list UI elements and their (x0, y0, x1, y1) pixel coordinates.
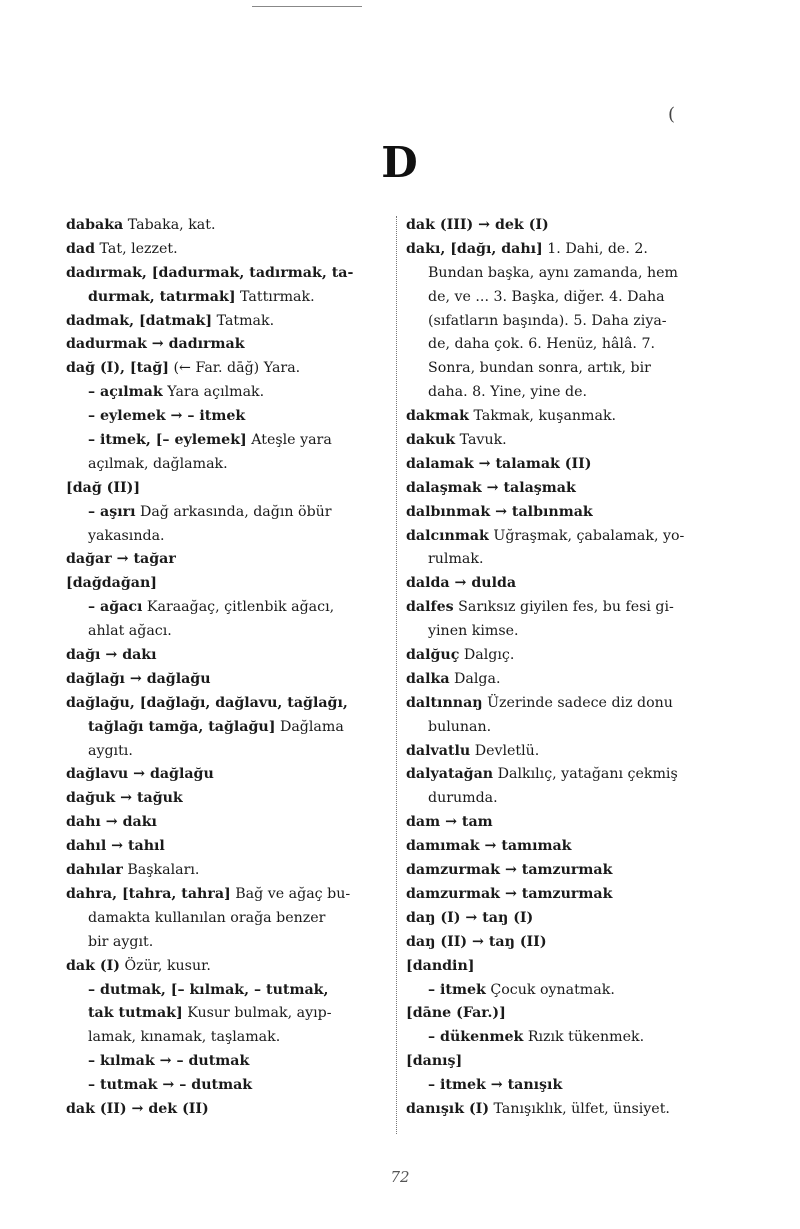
definition-text: damakta kullanılan orağa benzer (88, 909, 326, 926)
headword: dalbınmak → talbınmak (406, 503, 593, 520)
headword: [dandin] (406, 957, 475, 974)
definition-text: Yara açılmak. (162, 384, 265, 401)
definition-text: bir aygıt. (88, 933, 154, 950)
definition-text: Devletlü. (470, 742, 540, 759)
right-column (406, 214, 734, 1122)
entry-line (406, 1002, 734, 1026)
headword: dahıl → tahıl (66, 838, 165, 855)
entry-line (66, 740, 388, 764)
definition-text: Tavuk. (455, 432, 507, 449)
definition-text: (← Far. dāğ) Yara. (169, 360, 301, 377)
definition-text: Üzerinde sadece diz donu (482, 694, 673, 711)
headword: dağar → tağar (66, 551, 176, 568)
definition-text: Ateşle yara (246, 432, 332, 449)
entry-line (406, 548, 734, 572)
entry-line (66, 979, 388, 1003)
definition-text: Kusur bulmak, ayıp- (182, 1005, 332, 1022)
headword: dağlağu, [dağlağı, dağlavu, tağlağı, (66, 694, 348, 711)
definition-text: açılmak, dağlamak. (88, 455, 228, 472)
definition-text: Dağlama (275, 718, 344, 735)
headword: dahra, [tahra, tahra] (66, 885, 231, 902)
headword: dalamak → talamak (II) (406, 455, 592, 472)
headword: tak tutmak] (88, 1005, 183, 1022)
entry-line (406, 979, 734, 1003)
entry-line (66, 1074, 388, 1098)
headword: dadurmak → dadırmak (66, 336, 245, 353)
entry-line (406, 310, 734, 334)
headword: danışık (I) (406, 1100, 490, 1117)
entry-line (66, 1002, 388, 1026)
headword: damımak → tamımak (406, 838, 572, 855)
entry-line (406, 716, 734, 740)
entry-line (406, 477, 734, 501)
entry-line (66, 405, 388, 429)
headword: daŋ (II) → taŋ (II) (406, 933, 547, 950)
headword: dak (II) → dek (II) (66, 1100, 209, 1117)
entry-line (406, 620, 734, 644)
headword: dadırmak, [dadurmak, tadırmak, ta- (66, 264, 354, 281)
entry-line (406, 931, 734, 955)
headword: [dağdağan] (66, 575, 157, 592)
entry-line (406, 1050, 734, 1074)
definition-text: yakasında. (88, 527, 165, 544)
entry-line (406, 596, 734, 620)
scan-artifact-line (252, 6, 362, 7)
entry-line (66, 333, 388, 357)
left-column (66, 214, 388, 1122)
entry-line (66, 262, 388, 286)
definition-text: Karaağaç, çitlenbik ağacı, (142, 599, 335, 616)
definition-text: Tatmak. (212, 312, 275, 329)
headword: tağlağı tamğa, tağlağu] (88, 718, 276, 735)
entry-line (66, 238, 388, 262)
entry-line (406, 381, 734, 405)
entry-line (406, 572, 734, 596)
headword: dahı → dakı (66, 814, 157, 831)
entry-line (406, 859, 734, 883)
entry-line (406, 644, 734, 668)
headword: dalaşmak → talaşmak (406, 479, 576, 496)
definition-text: Dalkılıç, yatağanı çekmiş (493, 766, 678, 783)
entry-line (406, 668, 734, 692)
headword: dad (66, 240, 96, 257)
headword: dalda → dulda (406, 575, 517, 592)
definition-text: Tattırmak. (235, 288, 315, 305)
entry-line (66, 381, 388, 405)
definition-text: lamak, kınamak, taşlamak. (88, 1029, 281, 1046)
headword: dakuk (406, 432, 456, 449)
entry-line (406, 1074, 734, 1098)
headword: – dutmak, [– kılmak, – tutmak, (88, 981, 329, 998)
headword: dadmak, [datmak] (66, 312, 213, 329)
entry-line (406, 453, 734, 477)
entry-line (66, 572, 388, 596)
entry-line (66, 477, 388, 501)
headword: dalğuç (406, 647, 460, 664)
definition-text: Tat, lezzet. (95, 240, 178, 257)
headword: – açılmak (88, 384, 163, 401)
entry-line (66, 668, 388, 692)
definition-text: Başkaları. (122, 862, 200, 879)
headword: dak (III) → dek (I) (406, 217, 549, 233)
headword: dabaka (66, 217, 124, 233)
entry-line (66, 357, 388, 381)
entry-line (66, 453, 388, 477)
entry-line (66, 811, 388, 835)
definition-text: Tabaka, kat. (123, 217, 216, 233)
entry-line (406, 286, 734, 310)
headword: – eylemek → – itmek (88, 408, 246, 425)
definition-text: Dalga. (449, 670, 501, 687)
definition-text: Dağ arkasında, dağın öbür (135, 503, 332, 520)
headword: – tutmak → – dutmak (88, 1077, 253, 1094)
entry-line (406, 405, 734, 429)
headword: – dükenmek (428, 1029, 524, 1046)
headword: dağlağı → dağlağu (66, 670, 211, 687)
headword: – itmek (428, 981, 486, 998)
definition-text: durumda. (428, 790, 498, 807)
entry-line (406, 1026, 734, 1050)
headword: – aşırı (88, 503, 136, 520)
headword: – itmek, [– eylemek] (88, 432, 247, 449)
entry-line (406, 811, 734, 835)
headword: dalka (406, 670, 450, 687)
headword: damzurmak → tamzurmak (406, 885, 613, 902)
section-letter: D (381, 138, 419, 187)
entry-line (406, 740, 734, 764)
definition-text: Çocuk oynatmak. (485, 981, 615, 998)
headword: dalyatağan (406, 766, 494, 783)
entry-line (406, 357, 734, 381)
entry-line (66, 1098, 388, 1122)
entry-line (406, 501, 734, 525)
definition-text: Tanışıklık, ülfet, ünsiyet. (489, 1100, 670, 1117)
entry-line (66, 548, 388, 572)
headword: dalfes (406, 599, 454, 616)
entry-line (66, 716, 388, 740)
entry-line (66, 907, 388, 931)
entry-line (66, 286, 388, 310)
definition-text: Sarıksız giyilen fes, bu fesi gi- (453, 599, 674, 616)
headword: dağlavu → dağlağu (66, 766, 214, 783)
headword: dakmak (406, 408, 469, 425)
definition-text: Bağ ve ağaç bu- (230, 885, 351, 902)
headword: dağ (I), [tağ] (66, 360, 170, 377)
definition-text: aygıtı. (88, 742, 133, 759)
entry-line (66, 931, 388, 955)
entry-line (66, 859, 388, 883)
definition-text: Takmak, kuşanmak. (468, 408, 617, 425)
entry-line (406, 525, 734, 549)
definition-text: Dalgıç. (459, 647, 515, 664)
headword: [danış] (406, 1053, 463, 1070)
headword: damzurmak → tamzurmak (406, 862, 613, 879)
headword: – ağacı (88, 599, 143, 616)
definition-text: de, daha çok. 6. Henüz, hâlâ. 7. (428, 336, 655, 353)
definition-text: Uğraşmak, çabalamak, yo- (488, 527, 685, 544)
headword: dalcınmak (406, 527, 489, 544)
definition-text: daha. 8. Yine, yine de. (428, 384, 587, 401)
headword: – kılmak → – dutmak (88, 1053, 250, 1070)
entry-line (66, 955, 388, 979)
definition-text: Bundan başka, aynı zamanda, hem (428, 264, 678, 281)
definition-text: bulunan. (428, 718, 492, 735)
entry-line (66, 835, 388, 859)
entry-line (66, 787, 388, 811)
stray-mark: ( (668, 104, 676, 125)
entry-line (406, 692, 734, 716)
headword: – itmek → tanışık (428, 1077, 563, 1094)
entry-line (66, 883, 388, 907)
headword: dahılar (66, 862, 123, 879)
entry-line (66, 692, 388, 716)
definition-text: 1. Dahi, de. 2. (542, 240, 648, 257)
headword: [dāne (Far.)] (406, 1005, 506, 1022)
definition-text: ahlat ağacı. (88, 623, 172, 640)
definition-text: yinen kimse. (428, 623, 519, 640)
definition-text: de, ve ... 3. Başka, diğer. 4. Daha (428, 288, 665, 305)
definition-text: (sıfatların başında). 5. Daha ziya- (428, 312, 667, 329)
headword: daŋ (I) → taŋ (I) (406, 909, 534, 926)
entry-line (66, 596, 388, 620)
page-number: 72 (390, 1168, 410, 1186)
entry-line (66, 501, 388, 525)
entry-line (406, 238, 734, 262)
headword: [dağ (II)] (66, 479, 141, 496)
entry-line (66, 214, 388, 238)
headword: dağuk → tağuk (66, 790, 183, 807)
entry-line (66, 525, 388, 549)
definition-text: Rızık tükenmek. (523, 1029, 645, 1046)
headword: dam → tam (406, 814, 493, 831)
entry-line (406, 835, 734, 859)
entry-line (66, 1026, 388, 1050)
definition-text: Özür, kusur. (119, 957, 211, 974)
headword: dalvatlu (406, 742, 471, 759)
entry-line (66, 763, 388, 787)
entry-line (66, 429, 388, 453)
headword: dak (I) (66, 957, 120, 974)
headword: durmak, tatırmak] (88, 288, 236, 305)
entry-line (66, 644, 388, 668)
entry-line (406, 429, 734, 453)
entry-line (406, 333, 734, 357)
headword: daltınnaŋ (406, 694, 483, 711)
headword: dakı, [dağı, dahı] (406, 240, 543, 257)
entry-line (406, 883, 734, 907)
entry-line (406, 787, 734, 811)
entry-line (66, 310, 388, 334)
headword: dağı → dakı (66, 647, 157, 664)
column-divider (396, 216, 397, 1134)
entry-line (406, 907, 734, 931)
entry-line (406, 214, 734, 238)
entry-line (406, 955, 734, 979)
definition-text: rulmak. (428, 551, 484, 568)
entry-line (406, 763, 734, 787)
entry-line (406, 262, 734, 286)
definition-text: Sonra, bundan sonra, artık, bir (428, 360, 651, 377)
entry-line (66, 1050, 388, 1074)
entry-line (406, 1098, 734, 1122)
entry-line (66, 620, 388, 644)
